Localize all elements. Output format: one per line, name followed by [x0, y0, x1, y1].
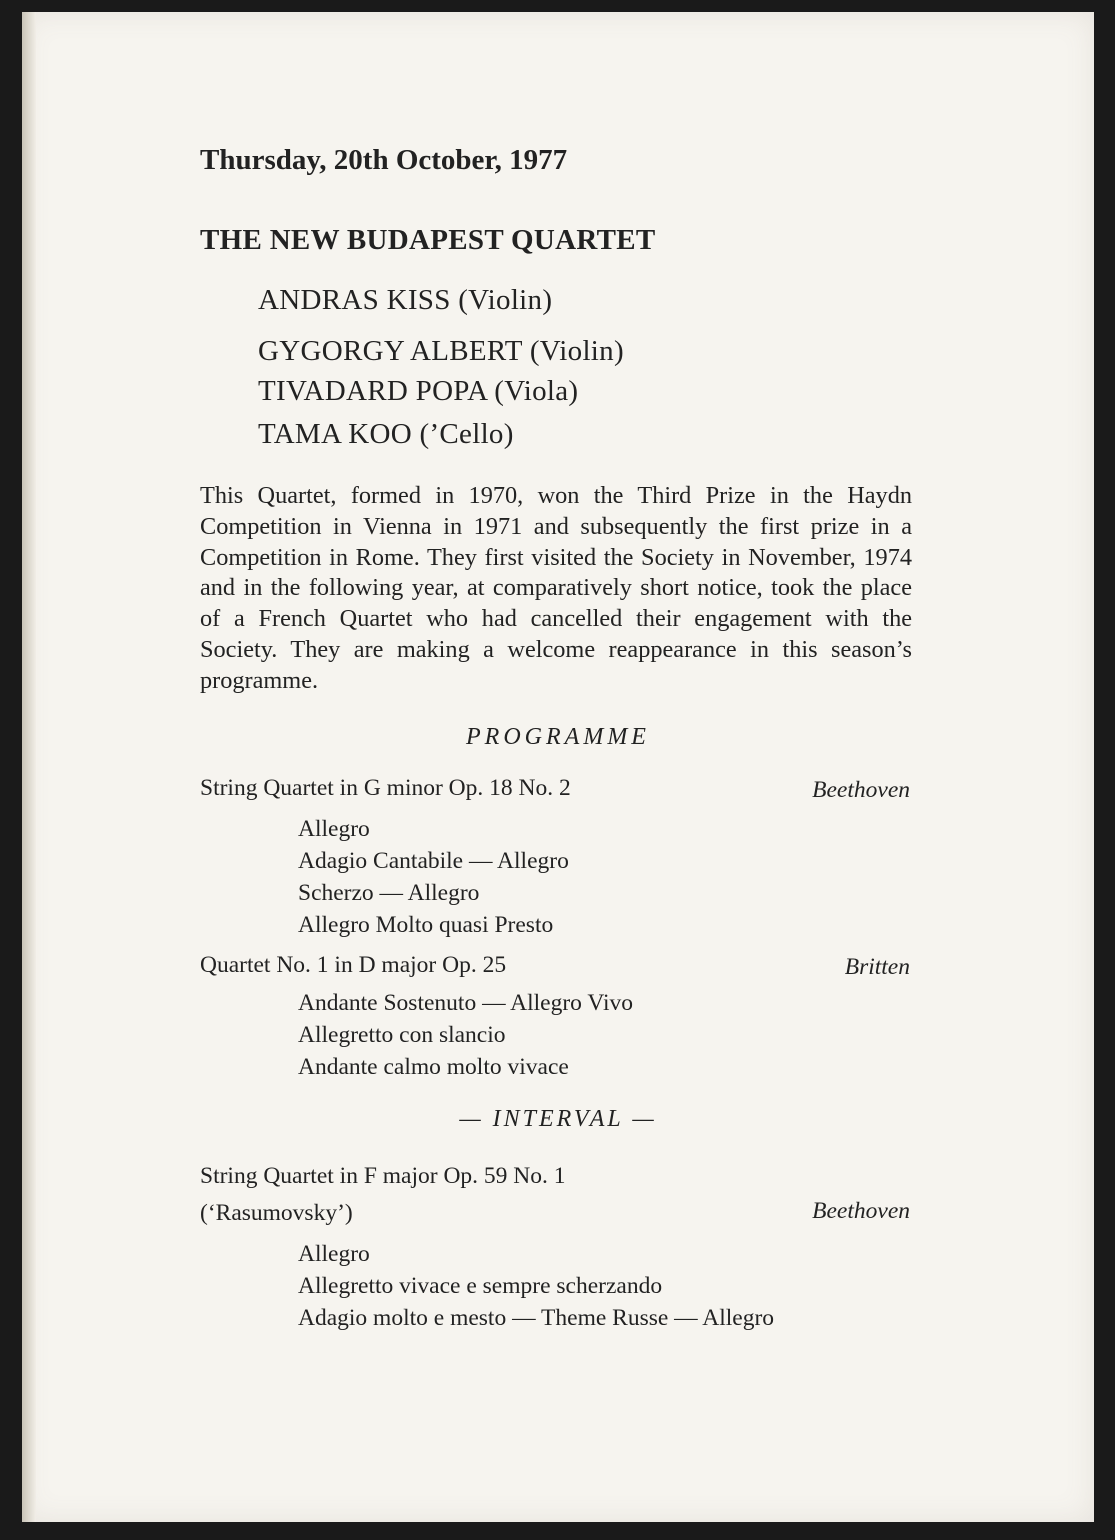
movement: Allegro	[298, 1241, 370, 1267]
programme-heading: PROGRAMME	[466, 724, 650, 750]
movement: Adagio molto e mesto — Theme Russe — Allegro	[298, 1305, 775, 1331]
ensemble-title: THE NEW BUDAPEST QUARTET	[200, 224, 656, 256]
work-composer: Beethoven	[812, 1198, 910, 1224]
member-line: GYGORGY ALBERT (Violin)	[258, 335, 624, 367]
work-title: String Quartet in G minor Op. 18 No. 2	[200, 775, 571, 801]
work-composer: Beethoven	[812, 777, 910, 803]
movement: Allegro Molto quasi Presto	[298, 912, 554, 938]
member-line: TIVADARD POPA (Viola)	[258, 375, 579, 407]
movement: Andante Sostenuto — Allegro Vivo	[298, 990, 633, 1016]
movement: Allegretto vivace e sempre scherzando	[298, 1273, 663, 1299]
member-line: ANDRAS KISS (Violin)	[258, 284, 553, 316]
movement: Scherzo — Allegro	[298, 880, 480, 906]
page-spine-shadow	[22, 12, 36, 1522]
work-composer: Britten	[844, 954, 910, 980]
movement: Allegretto con slancio	[298, 1022, 506, 1048]
interval-divider: — INTERVAL —	[459, 1106, 657, 1132]
concert-date: Thursday, 20th October, 1977	[200, 144, 568, 176]
member-line: TAMA KOO (’Cello)	[258, 418, 514, 450]
work-title: Quartet No. 1 in D major Op. 25	[200, 952, 507, 978]
work-subtitle: (‘Rasumovsky’)	[200, 1200, 353, 1226]
movement: Allegro	[298, 816, 370, 842]
quartet-description: This Quartet, formed in 1970, won the Third Prize in the Haydn Competition in Vienna in 1971 and subsequently the first prize in a Competition in Rome. They first visited the Society in November, 1974 and in the following year, at comparatively short notice, took the place of a French Quartet who had cancelled their engagement with the Society. They are making a welcome reappearance in this season’s programme.	[200, 482, 912, 694]
work-title: String Quartet in F major Op. 59 No. 1	[200, 1163, 566, 1189]
movement: Andante calmo molto vivace	[298, 1054, 569, 1080]
programme-page	[22, 12, 1094, 1522]
movement: Adagio Cantabile — Allegro	[298, 848, 569, 874]
